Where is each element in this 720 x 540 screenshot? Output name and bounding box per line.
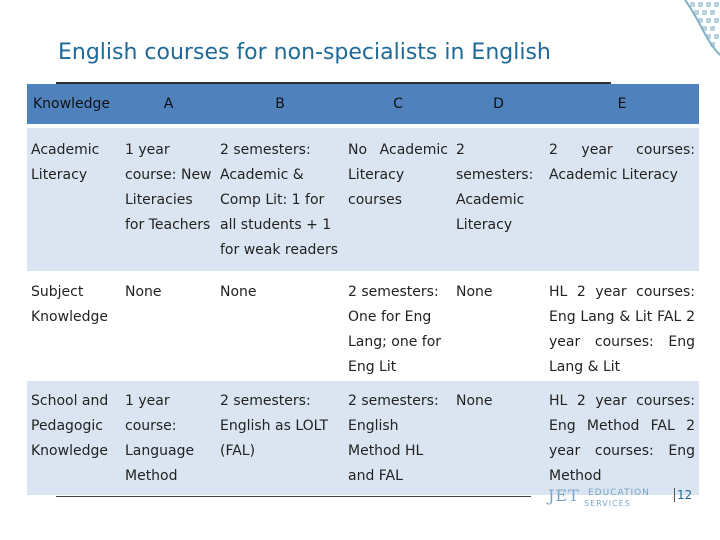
table-cell: None [121,271,216,381]
table-cell: HL 2 year courses: Eng Lang & Lit FAL 2 year courses: Eng Lang & Lit [545,271,699,381]
row-label: School and Pedagogic Knowledge [27,381,121,495]
row-label: Academic Literacy [27,126,121,271]
logo-text-line2: SERVICES [584,499,631,508]
table-cell: 2 year courses: Academic Literacy [545,126,699,271]
column-header-e: E [545,84,699,126]
logo-text-line1: EDUCATION [588,488,650,498]
jet-education-services-logo [548,486,658,510]
column-header-b: B [216,84,344,126]
table-cell: 1 year course: Language Method [121,381,216,495]
table-cell: 2 semesters: English as LOLT (FAL) [216,381,344,495]
table-row [27,126,699,271]
table-cell: 2 semesters: English Method HL and FAL [344,381,452,495]
column-header-a: A [121,84,216,126]
logo-mark: JET [548,486,580,505]
column-header-knowledge: Knowledge [27,84,121,126]
table-cell: 2 semesters: Academic Literacy [452,126,545,271]
table-cell: 2 semesters: One for Eng Lang; one for Eng Lit [344,271,452,381]
table-header-row [27,84,699,126]
column-header-d: D [452,84,545,126]
courses-table [27,84,699,495]
row-label: Subject Knowledge [27,271,121,381]
slide-title: English courses for non-specialists in English [58,40,551,65]
table-cell: None [452,381,545,495]
table-cell: 2 semesters: Academic & Comp Lit: 1 for all students + 1 for weak readers [216,126,344,271]
table-cell: HL 2 year courses: Eng Method FAL 2 year courses: Eng Method [545,381,699,495]
page-number: 12 [674,488,692,502]
table-cell: 1 year course: New Literacies for Teachers [121,126,216,271]
footer-divider [56,496,531,497]
table-cell: No Academic Literacy courses [344,126,452,271]
table-cell: None [452,271,545,381]
table-row [27,381,699,495]
table-row [27,271,699,381]
column-header-c: C [344,84,452,126]
decorative-swirl-graphic [630,0,720,70]
table-cell: None [216,271,344,381]
